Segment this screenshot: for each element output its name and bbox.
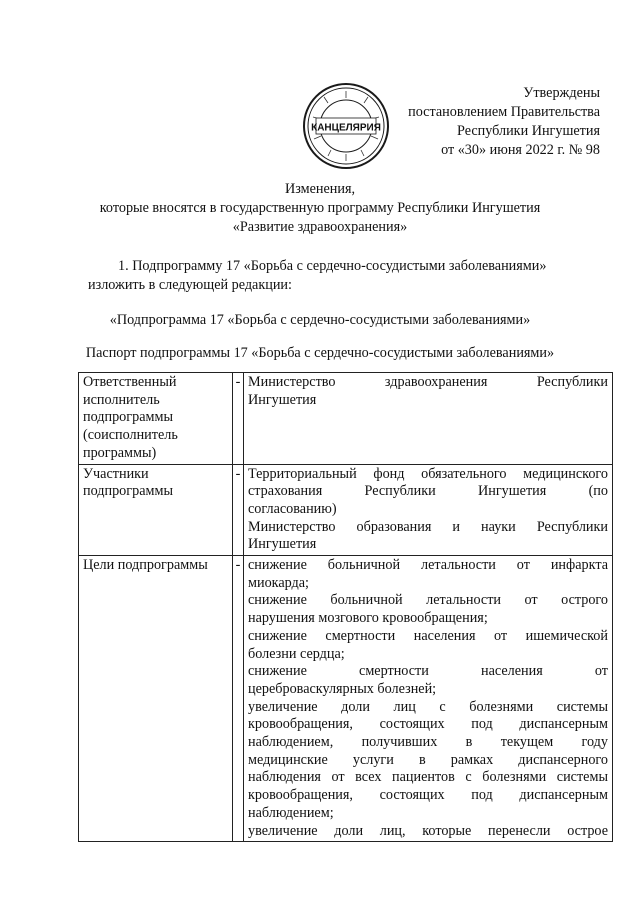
paragraph-1-line-2: изложить в следующей редакции:	[88, 277, 292, 293]
row-label	[79, 373, 233, 465]
row-content-line: Ингушетия	[248, 536, 317, 553]
row-content-line: Ингушетия	[248, 391, 317, 408]
row-label-line: программы)	[83, 444, 157, 461]
passport-title: Паспорт подпрограммы 17 «Борьба с сердечно-сосудистыми заболеваниями»	[85, 345, 555, 361]
approval-line-2: постановлением Правительства	[408, 104, 600, 120]
row-content-line: миокарда;	[248, 574, 310, 591]
row-content-line: кровообращения, состоящих под диспансерным	[248, 787, 608, 804]
table-row	[79, 556, 613, 842]
subprogram-title: «Подпрограмма 17 «Борьба с сердечно-сосудистыми заболеваниями»	[109, 312, 531, 328]
row-content	[244, 464, 613, 556]
row-content-line: медицинские услуги в рамках диспансерного	[248, 751, 608, 768]
row-content-line: цереброваскулярных болезней;	[248, 680, 437, 697]
approval-line-1: Утверждены	[523, 85, 600, 101]
row-label-line: исполнитель	[83, 391, 160, 408]
row-label	[79, 464, 233, 556]
row-content-line: снижение больничной летальности от инфаркта	[248, 557, 608, 574]
row-content-line: увеличение доли лиц, которые перенесли острое	[248, 822, 608, 839]
approval-line-4: от «30» июня 2022 г. № 98	[441, 142, 600, 158]
row-content-line: Министерство образования и науки Республики	[248, 518, 608, 535]
row-content-line: наблюдения от всех пациентов с болезнями системы	[248, 769, 608, 786]
row-content-line: снижение больничной летальности от острого	[248, 592, 608, 609]
paragraph-1-line-1: 1. Подпрограмму 17 «Борьба с сердечно-сосудистыми заболеваниями»	[118, 258, 547, 274]
row-content-line: кровообращения, состоящих под диспансерным	[248, 716, 608, 733]
row-content-line: снижение смертности населения от	[248, 663, 608, 680]
row-label-line: Цели подпрограммы	[83, 557, 208, 574]
table-row	[79, 464, 613, 556]
row-content-line: болезни сердца;	[248, 645, 345, 662]
row-content	[244, 373, 613, 465]
row-content-line: страхования Республики Ингушетия (по	[248, 483, 608, 500]
row-label-line: Участники	[83, 465, 149, 482]
row-label-line: подпрограммы	[83, 409, 173, 426]
row-content-line: Территориальный фонд обязательного медицинского	[248, 465, 608, 482]
row-content-line: наблюдением;	[248, 804, 334, 821]
row-label-line: (соисполнитель	[83, 427, 178, 444]
row-label	[79, 556, 233, 842]
approval-block	[408, 84, 600, 160]
heading-line-3: «Развитие здравоохранения»	[232, 219, 408, 235]
row-content-line: нарушения мозгового кровообращения;	[248, 610, 488, 627]
row-content-line: увеличение доли лиц с болезнями системы	[248, 698, 608, 715]
row-dash: -	[233, 556, 244, 842]
passport-table	[78, 372, 613, 842]
row-dash: -	[233, 464, 244, 556]
seal-center-text: КАНЦЕЛЯРИЯ	[311, 122, 381, 134]
row-content-line: наблюдением, получивших в текущем году	[248, 734, 608, 751]
heading-line-1: Изменения,	[284, 181, 356, 197]
row-content-line: согласованию)	[248, 500, 337, 517]
row-content-line: снижение смертности населения от ишемической	[248, 627, 608, 644]
table-row	[79, 373, 613, 465]
row-content	[244, 556, 613, 842]
row-content-line: Министерство здравоохранения Республики	[248, 374, 608, 390]
row-dash: -	[233, 373, 244, 465]
row-label-line: подпрограммы	[83, 483, 173, 500]
approval-line-3: Республики Ингушетия	[456, 123, 600, 139]
chancellery-seal	[302, 82, 390, 170]
heading-line-2: которые вносятся в государственную программу Республики Ингушетия	[99, 200, 541, 216]
document-heading	[60, 180, 580, 237]
row-label-line: Ответственный	[83, 374, 177, 390]
